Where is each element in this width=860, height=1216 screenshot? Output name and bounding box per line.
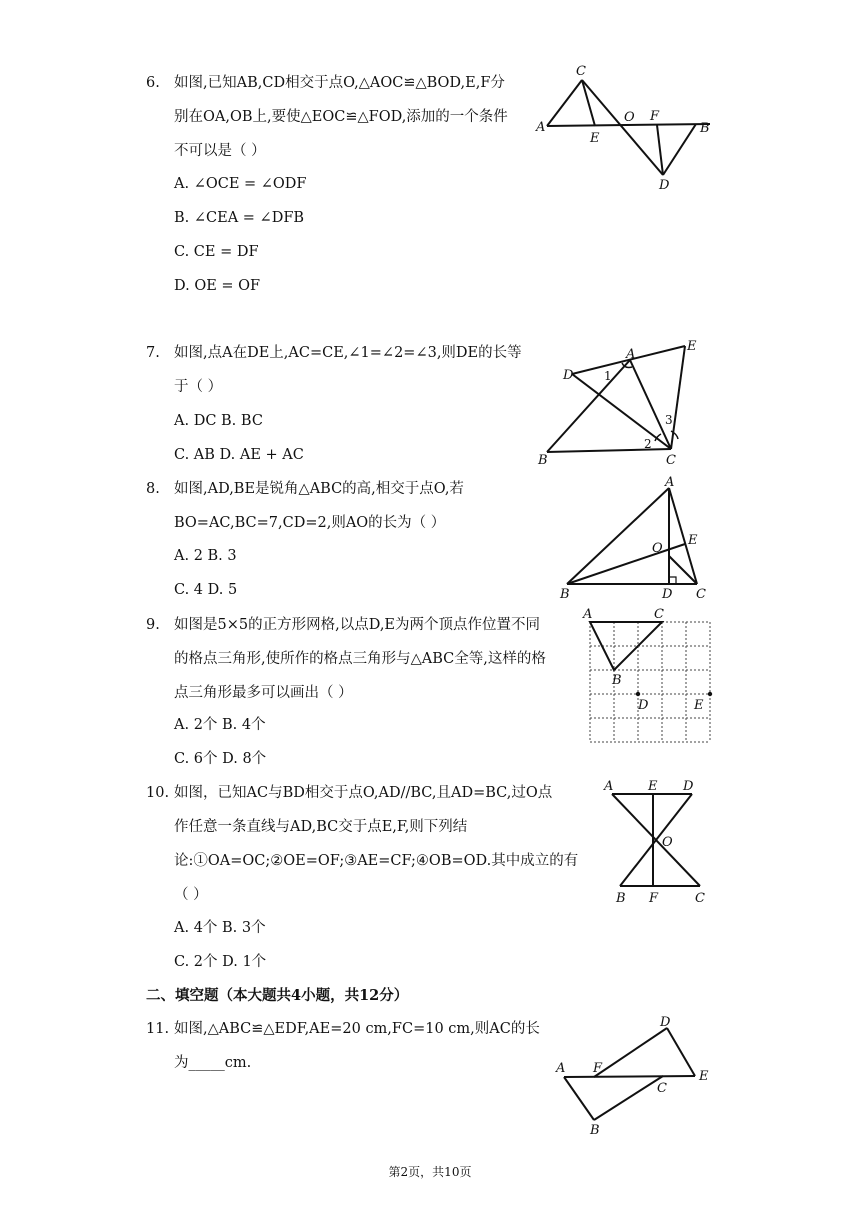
q11-line-2: 为_____cm. [174,1055,252,1071]
q8-number: 8. [146,481,160,497]
q6-label-f: F [650,109,660,124]
q7-label-c: C [666,453,676,468]
q8-options-row-1: A. 2 B. 3 [174,548,237,564]
q10-label-b: B [616,891,626,906]
q6-figure [530,62,720,192]
q7-options-row-2: C. AB D. AE + AC [174,447,304,463]
section-heading-fill-in: 二、填空题（本大题共4小题，共12分） [146,987,409,1004]
q11-label-a: A [556,1061,566,1076]
q10-label-a: A [604,779,614,794]
q7-number: 7. [146,345,160,361]
q9-label-a: A [583,607,593,622]
q11-number: 11. [146,1021,170,1037]
q10-label-e: E [648,779,658,794]
q8-label-a: A [665,475,675,490]
q8-line-2: BO=AC,BC=7,CD=2,则AO的长为（ ） [174,515,446,531]
q7-figure [530,338,710,468]
q6-label-o: O [624,110,635,125]
q9-label-c: C [654,607,664,622]
q11-figure [550,1010,720,1140]
q7-options-row-1: A. DC B. BC [174,413,263,429]
q9-line-3: 点三角形最多可以画出（ ） [174,685,353,701]
q10-line-3: 论:①OA=OC;②OE=OF;③AE=CF;④OB=OD.其中成立的有 [174,853,579,869]
q8-figure [555,474,715,604]
q7-angle-3: 3 [665,413,673,427]
q10-line-2: 作任意一条直线与AD,BC交于点E,F,则下列结 [174,819,468,835]
q6-line-3: 不可以是（ ） [174,143,266,159]
q6-option-c: C. CE = DF [174,244,259,260]
q7-angle-2: 2 [644,437,652,451]
q6-line-1: 如图,已知AB,CD相交于点O,△AOC≌△BOD,E,F分 [174,75,505,91]
q7-label-e: E [687,339,697,354]
q8-label-d: D [662,587,673,602]
page-footer: 第2页，共10页 [388,1165,472,1179]
q7-angle-1: 1 [604,369,612,383]
q11-label-c: C [657,1081,667,1096]
q7-label-b: B [538,453,548,468]
q6-label-c: C [576,64,586,79]
q8-label-e: E [688,533,698,548]
q8-label-c: C [696,587,706,602]
q6-option-b: B. ∠CEA = ∠DFB [174,210,305,226]
q6-option-a: A. ∠OCE = ∠ODF [174,176,307,192]
q6-label-a: A [536,120,546,135]
q9-options-row-2: C. 6个 D. 8个 [174,751,267,767]
q6-line-2: 别在OA,OB上,要使△EOC≌△FOD,添加的一个条件 [174,109,508,125]
q10-number: 10. [146,785,170,801]
q6-label-d: D [659,178,670,192]
q9-figure [580,606,720,746]
q10-label-c: C [695,891,705,906]
q9-label-e: E [694,698,704,713]
q10-label-f: F [649,891,659,906]
q11-label-f: F [593,1061,603,1076]
q9-line-1: 如图是5×5的正方形网格,以点D,E为两个顶点作位置不同 [174,617,541,633]
q10-line-4: （ ） [174,887,208,903]
q9-options-row-1: A. 2个 B. 4个 [174,717,266,733]
q11-line-1: 如图,△ABC≌△EDF,AE=20 cm,FC=10 cm,则AC的长 [174,1021,540,1037]
q7-line-1: 如图,点A在DE上,AC=CE,∠1=∠2=∠3,则DE的长等 [174,345,522,361]
q9-number: 9. [146,617,160,633]
q9-label-b: B [612,673,622,688]
q8-label-b: B [560,587,570,602]
q10-options-row-2: C. 2个 D. 1个 [174,954,267,970]
q6-option-d: D. OE = OF [174,278,261,294]
q10-line-1: 如图，已知AC与BD相交于点O,AD//BC,且AD=BC,过O点 [174,785,553,801]
q10-label-o: O [662,835,673,850]
q8-options-row-2: C. 4 D. 5 [174,582,238,598]
q10-options-row-1: A. 4个 B. 3个 [174,920,266,936]
q8-line-1: 如图,AD,BE是锐角△ABC的高,相交于点O,若 [174,481,464,497]
q6-label-e: E [590,131,600,146]
q8-label-o: O [652,541,663,556]
q6-label-b: B [700,121,710,136]
q9-line-2: 的格点三角形,使所作的格点三角形与△ABC全等,这样的格 [174,651,546,667]
q10-figure [596,776,716,906]
q11-label-e: E [699,1069,709,1084]
q7-label-a: A [626,347,636,362]
q7-line-2: 于（ ） [174,379,223,395]
q11-label-d: D [660,1015,671,1030]
q7-label-d: D [563,368,574,383]
q6-number: 6. [146,75,160,91]
q11-label-b: B [590,1123,600,1138]
q9-label-d: D [638,698,649,713]
q10-label-d: D [683,779,694,794]
